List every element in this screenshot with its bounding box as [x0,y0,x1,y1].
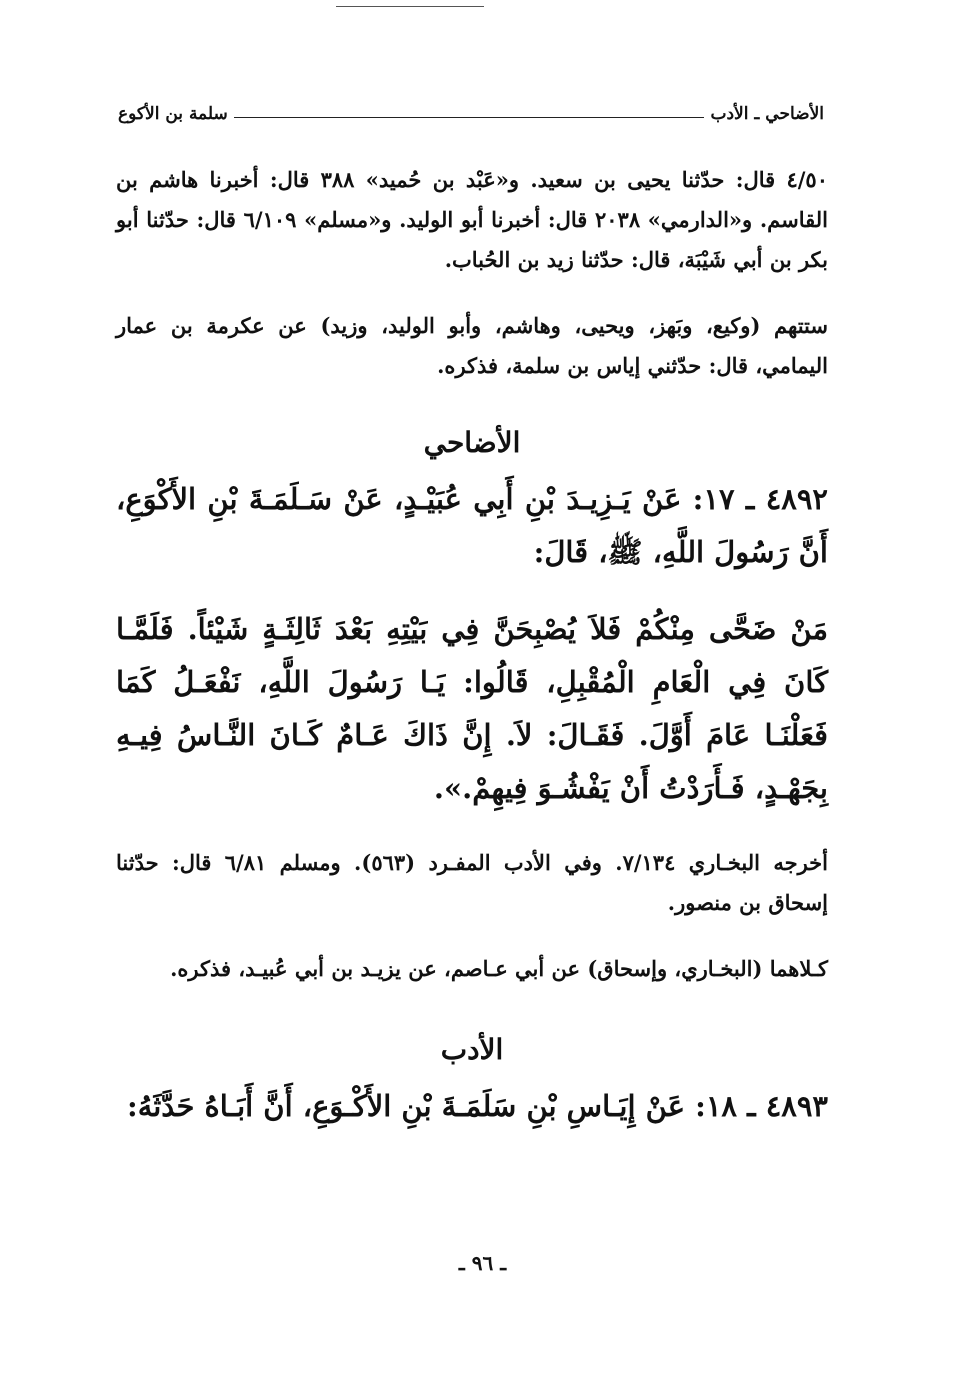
top-rule [336,6,484,7]
hadith-paragraph: ٤٨٩٣ ـ ١٨: عَنْ إِيَـاسِ بْنِ سَلَمَـةَ بْنِ الأَكْـوَعِ، أَنَّ أَبَـاهُ حَدَّثَهُ: [126,1089,828,1123]
section-heading: الأضاحي [423,426,521,459]
hadith-paragraph: ٤٨٩٢ ـ ١٧: عَنْ يَـزِيـدَ بْنِ أَبِي عُبَيْـدٍ، عَنْ سَـلَمَـةَ بْنِ الأَكْوَعِ، أَنَّ رَسُولَ اللَّهِ، ﷺ، قَالَ: [116,482,828,569]
hadith-paragraph: مَنْ ضَحَّى مِنْكُمْ فَلاَ يُصْبِحَنَّ فِي بَيْتِهِ بَعْدَ ثَالِثَـةٍ شَيْئاً. فَلَمَّـا كَانَ فِي الْعَامِ الْمُقْبِلِ، قَالُوا: يَـا رَسُولَ اللَّهِ، نَفْعَـلُ كَمَا فَعَلْنَـا عَامَ أَوَّلَ. فَقَـالَ: لاَ. إِنَّ ذَاكَ عَـامٌ كَـانَ النَّـاسُ فِيـهِ بِجَهْـدٍ، فَـأَرَدْتُ أَنْ يَفْشُـوَ فِيهِمْ.». [116,612,829,805]
note-paragraph: ٤/٥٠ قال: حدّثنا يحيى بن سعيد. و«عَبْد بن حُميد» ٣٨٨ قال: أخبرنا هاشم بن القاسم. و«الدارمي» ٢٠٣٨ قال: أخبرنا أبو الوليد. و«مسلم» ٦/١٠٩ قال: حدّثنا أبو بكر بن أبي شَيْبَة، قال: حدّثنا زيد بن الحُباب. [116,167,828,272]
header-section-title: الأضاحي ـ الأدب [710,104,824,124]
note-paragraph: ستتهم (وكيع، وبَهز، ويحيى، وهاشم، وأبو الوليد، وزيد) عن عكرمة بن عمار اليمامي، قال: حدّثني إياس بن سلمة، فذكره. [116,313,828,378]
running-header [118,104,824,124]
page-body [116,160,828,1133]
page-number: ـ ٩٦ ـ [458,1251,507,1275]
header-rule [234,116,705,118]
header-chapter-title: سلمة بن الأكوع [118,104,228,124]
note-paragraph: أخرجه البخـاري ٧/١٣٤. وفي الأدب المفـرد (٥٦٣). ومسلم ٦/٨١ قال: حدّثنا إسحاق بن منصور. [116,850,829,915]
note-paragraph: كـلاهما (البخـاري، وإسحاق) عن أبي عـاصم، عن يزيـد بن أبي عُبيـد، فذكره. [170,956,828,981]
section-heading: الأدب [440,1033,504,1066]
